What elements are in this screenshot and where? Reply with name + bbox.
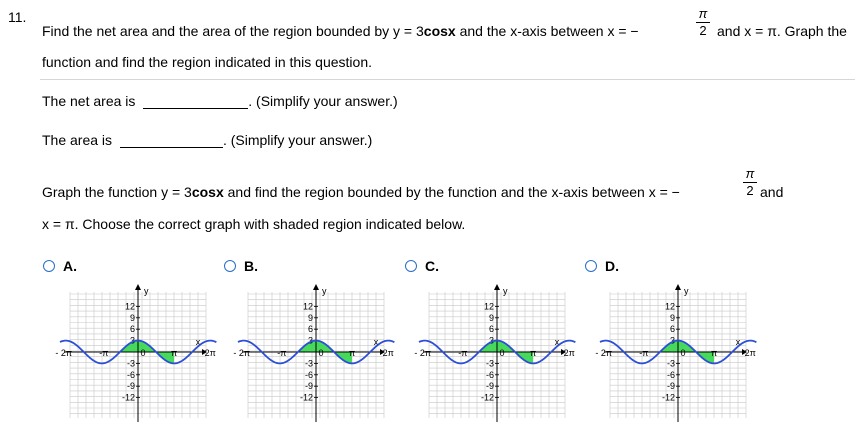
y-tick-label: -6 — [304, 369, 313, 380]
y-tick-label: 9 — [669, 312, 675, 323]
y-tick-label: -3 — [666, 358, 675, 369]
y-tick-label: -12 — [299, 392, 313, 403]
y-tick-label: -3 — [304, 358, 313, 369]
y-tick-label: 3 — [669, 335, 675, 346]
y-axis-arrow — [494, 284, 500, 290]
choice-a-radio[interactable] — [43, 260, 55, 272]
question-x: x — [447, 23, 456, 39]
graph-prompt-text-c: and — [760, 184, 784, 200]
y-tick-label: 12 — [302, 301, 313, 312]
y-tick-label: 12 — [664, 301, 675, 312]
y-tick-label: 6 — [129, 324, 135, 335]
question-cos: cos — [423, 23, 448, 39]
y-tick-label: 3 — [307, 335, 313, 346]
y-tick-label: -6 — [126, 369, 135, 380]
y-tick-label: -9 — [666, 381, 675, 392]
x-tick-label-zero: 0 — [680, 348, 686, 358]
x-tick-label-2pi: 2π — [563, 348, 575, 358]
x-tick-label-neg-2pi: - 2π — [233, 348, 251, 358]
x-tick-label-zero: 0 — [318, 348, 324, 358]
graph-prompt-frac-num: π — [745, 166, 755, 181]
y-tick-label: 3 — [488, 335, 494, 346]
y-tick-label: 9 — [129, 312, 135, 323]
x-tick-label-2pi: 2π — [382, 348, 394, 358]
y-axis-label: y — [144, 286, 149, 296]
y-tick-label: -3 — [485, 358, 494, 369]
graph-prompt-fraction — [743, 167, 757, 198]
x-tick-label-neg-pi: -π — [639, 348, 649, 358]
graph-prompt-cos: cos — [191, 184, 216, 200]
y-tick-label: -12 — [121, 392, 135, 403]
y-axis-label: y — [684, 286, 689, 296]
question-text-b: and the x-axis between x = − — [455, 23, 639, 39]
question-text-a: Find the net area and the area of the region bounded by y = 3 — [42, 23, 424, 39]
choice-c-graph[interactable] — [414, 282, 575, 430]
x-tick-label-zero: 0 — [499, 348, 505, 358]
y-tick-label: -9 — [304, 381, 313, 392]
graph-prompt-x: x — [215, 184, 224, 200]
question-frac-den: 2 — [699, 23, 707, 38]
question-line-2: function and find the region indicated in this question. — [42, 54, 373, 70]
divider — [40, 79, 855, 80]
x-tick-label-2pi: 2π — [744, 348, 756, 358]
y-tick-label: -9 — [126, 381, 135, 392]
graph-prompt-frac-den: 2 — [746, 183, 754, 198]
y-tick-label: -6 — [666, 369, 675, 380]
question-text-c: and x = π. Graph the — [717, 23, 847, 39]
y-tick-label: -9 — [485, 381, 494, 392]
x-tick-label-pi: π — [530, 348, 537, 358]
x-tick-label-neg-pi: -π — [99, 348, 109, 358]
x-tick-label-2pi: 2π — [204, 348, 216, 358]
choice-d-radio[interactable] — [585, 260, 597, 272]
question-fraction — [696, 7, 710, 38]
net-area-row — [42, 93, 398, 109]
x-tick-label-pi: π — [171, 348, 178, 358]
x-tick-label-neg-2pi: - 2π — [595, 348, 613, 358]
x-axis-label: x — [195, 337, 201, 347]
x-tick-label-zero: 0 — [140, 348, 146, 358]
y-tick-label: 9 — [307, 312, 313, 323]
choice-a-label: A. — [63, 258, 77, 274]
y-tick-label: 6 — [669, 324, 675, 335]
area-suffix: . (Simplify your answer.) — [222, 132, 373, 148]
y-tick-label: 3 — [129, 335, 135, 346]
graph-prompt-text-b: and find the region bounded by the function and the x-axis between x = − — [223, 184, 680, 200]
question-frac-num: π — [698, 6, 708, 21]
x-axis-label: x — [554, 337, 560, 347]
x-tick-label-neg-pi: -π — [458, 348, 468, 358]
y-tick-label: 9 — [488, 312, 494, 323]
question-line-1 — [42, 23, 639, 39]
choice-b-radio[interactable] — [224, 260, 236, 272]
area-row — [42, 132, 372, 148]
y-axis-arrow — [313, 284, 319, 290]
y-tick-label: 12 — [483, 301, 494, 312]
x-tick-label-pi: π — [349, 348, 356, 358]
choice-b-label: B. — [244, 258, 258, 274]
area-input[interactable] — [120, 133, 223, 148]
question-number: 11. — [8, 9, 27, 25]
y-tick-label: -12 — [661, 392, 675, 403]
choice-c-label: C. — [425, 258, 439, 274]
choice-a-graph[interactable] — [55, 282, 216, 430]
y-axis-arrow — [675, 284, 681, 290]
choice-d-graph[interactable] — [595, 282, 756, 430]
x-tick-label-neg-pi: -π — [277, 348, 287, 358]
graph-prompt-line-1 — [42, 184, 680, 200]
area-prefix: The area is — [42, 132, 113, 148]
net-area-suffix: . (Simplify your answer.) — [248, 93, 398, 109]
y-tick-label: -3 — [126, 358, 135, 369]
x-tick-label-neg-2pi: - 2π — [55, 348, 73, 358]
choice-b-graph[interactable] — [233, 282, 394, 430]
y-tick-label: 6 — [488, 324, 494, 335]
x-tick-label-neg-2pi: - 2π — [414, 348, 432, 358]
choice-c-radio[interactable] — [405, 260, 417, 272]
x-axis-label: x — [735, 337, 741, 347]
y-tick-label: -6 — [485, 369, 494, 380]
y-tick-label: -12 — [480, 392, 494, 403]
x-tick-label-pi: π — [711, 348, 718, 358]
y-tick-label: 12 — [124, 301, 135, 312]
net-area-input[interactable] — [143, 94, 248, 109]
y-axis-label: y — [322, 286, 327, 296]
y-axis-label: y — [503, 286, 508, 296]
choice-d-label: D. — [605, 258, 619, 274]
y-axis-arrow — [135, 284, 141, 290]
net-area-prefix: The net area is — [42, 93, 136, 109]
y-tick-label: 6 — [307, 324, 313, 335]
graph-prompt-text-a: Graph the function y = 3 — [42, 184, 192, 200]
graph-prompt-line-2: x = π. Choose the correct graph with shaded region indicated below. — [42, 216, 466, 232]
x-axis-label: x — [373, 337, 379, 347]
